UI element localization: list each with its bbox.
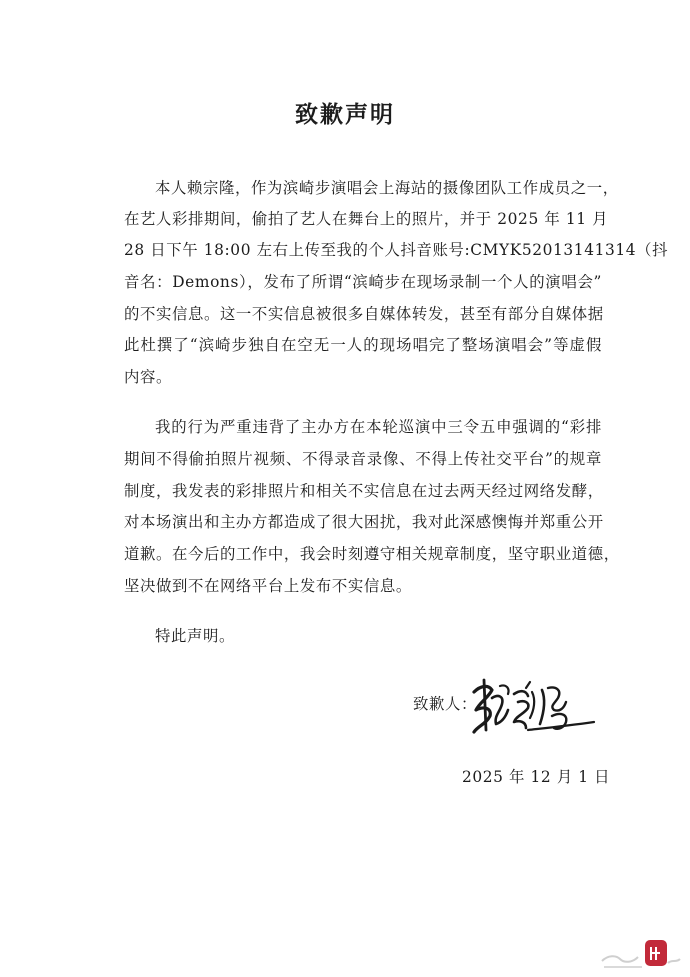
- paragraph-line: 内容。: [124, 368, 172, 386]
- closing-line: 特此声明。: [155, 627, 235, 645]
- paragraph-line: 此杜撰了“滨崎步独自在空无一人的现场唱完了整场演唱会”等虚假: [124, 336, 602, 354]
- paragraph-line: 制度，我发表的彩排照片和相关不实信息在过去两天经过网络发酵，: [124, 482, 604, 500]
- paragraph-line: 28 日下午 18:00 左右上传至我的个人抖音账号:CMYK52013141314（抖: [124, 241, 669, 259]
- paragraph-line: 对本场演出和主办方都造成了很大困扰，我对此深感懊悔并郑重公开: [124, 513, 604, 531]
- paragraph-line: 我的行为严重违背了主办方在本轮巡演中三令五申强调的“彩排: [155, 418, 602, 436]
- document-title: 致歉声明: [295, 102, 395, 128]
- signature-label: 致歉人：: [413, 695, 477, 713]
- paragraph-line: 音名：Demons），发布了所谓“滨崎步在现场录制一个人的演唱会”: [124, 273, 602, 291]
- paragraph-line: 的不实信息。这一不实信息被很多自媒体转发，甚至有部分自媒体据: [124, 305, 604, 323]
- document-date: 2025 年 12 月 1 日: [462, 768, 611, 786]
- weibo-watermark: [598, 933, 684, 973]
- paragraph-line: 道歉。在今后的工作中，我会时刻遵守相关规章制度，坚守职业道德，: [124, 545, 620, 563]
- paragraph-line: 坚决做到不在网络平台上发布不实信息。: [124, 577, 412, 595]
- paragraph-line: 在艺人彩排期间，偷拍了艺人在舞台上的照片，并于 2025 年 11 月: [124, 210, 609, 228]
- paragraph-line: 期间不得偷拍照片视频、不得录音录像、不得上传社交平台”的规章: [124, 450, 602, 468]
- paragraph-line: 本人赖宗隆，作为滨崎步演唱会上海站的摄像团队工作成员之一，: [155, 179, 619, 197]
- handwritten-signature: [466, 672, 598, 742]
